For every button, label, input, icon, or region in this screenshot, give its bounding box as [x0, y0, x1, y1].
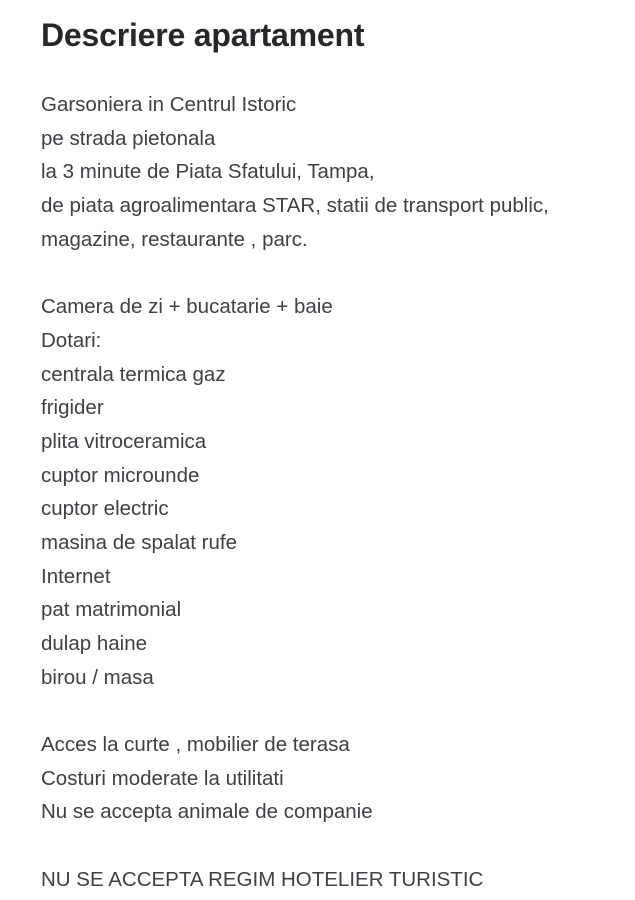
location-line: la 3 minute de Piata Sfatului, Tampa,: [41, 160, 375, 184]
location-line: magazine, restaurante , parc.: [41, 227, 308, 251]
apartment-description: [41, 88, 631, 897]
amenity-item: birou / masa: [41, 665, 154, 689]
amenity-item: plita vitroceramica: [41, 429, 207, 453]
page-title: Descriere apartament: [41, 17, 365, 53]
paragraph-gap: [41, 694, 631, 728]
amenity-item: frigider: [41, 396, 104, 420]
location-line: Garsoniera in Centrul Istoric: [41, 93, 297, 116]
amenity-item: centrala termica gaz: [41, 362, 226, 386]
paragraph-gap: [41, 829, 631, 863]
rooms-line: Camera de zi + bucatarie + baie: [41, 295, 333, 319]
extra-line: Acces la curte , mobilier de terasa: [41, 733, 350, 757]
extra-line: Nu se accepta animale de companie: [41, 800, 373, 824]
extra-line: Costuri moderate la utilitati: [41, 766, 284, 790]
amenities-label: Dotari:: [41, 328, 102, 352]
amenity-item: pat matrimonial: [41, 598, 182, 622]
location-line: pe strada pietonala: [41, 126, 216, 150]
amenity-item: cuptor electric: [41, 497, 169, 521]
paragraph-gap: [41, 256, 631, 290]
notice-line: NU SE ACCEPTA REGIM HOTELIER TURISTIC: [41, 867, 484, 891]
amenity-item: masina de spalat rufe: [41, 530, 238, 554]
amenity-item: dulap haine: [41, 632, 148, 655]
location-line: de piata agroalimentara STAR, statii de transport public,: [41, 194, 549, 218]
amenity-item: cuptor microunde: [41, 463, 200, 487]
amenity-item: Internet: [41, 564, 111, 588]
